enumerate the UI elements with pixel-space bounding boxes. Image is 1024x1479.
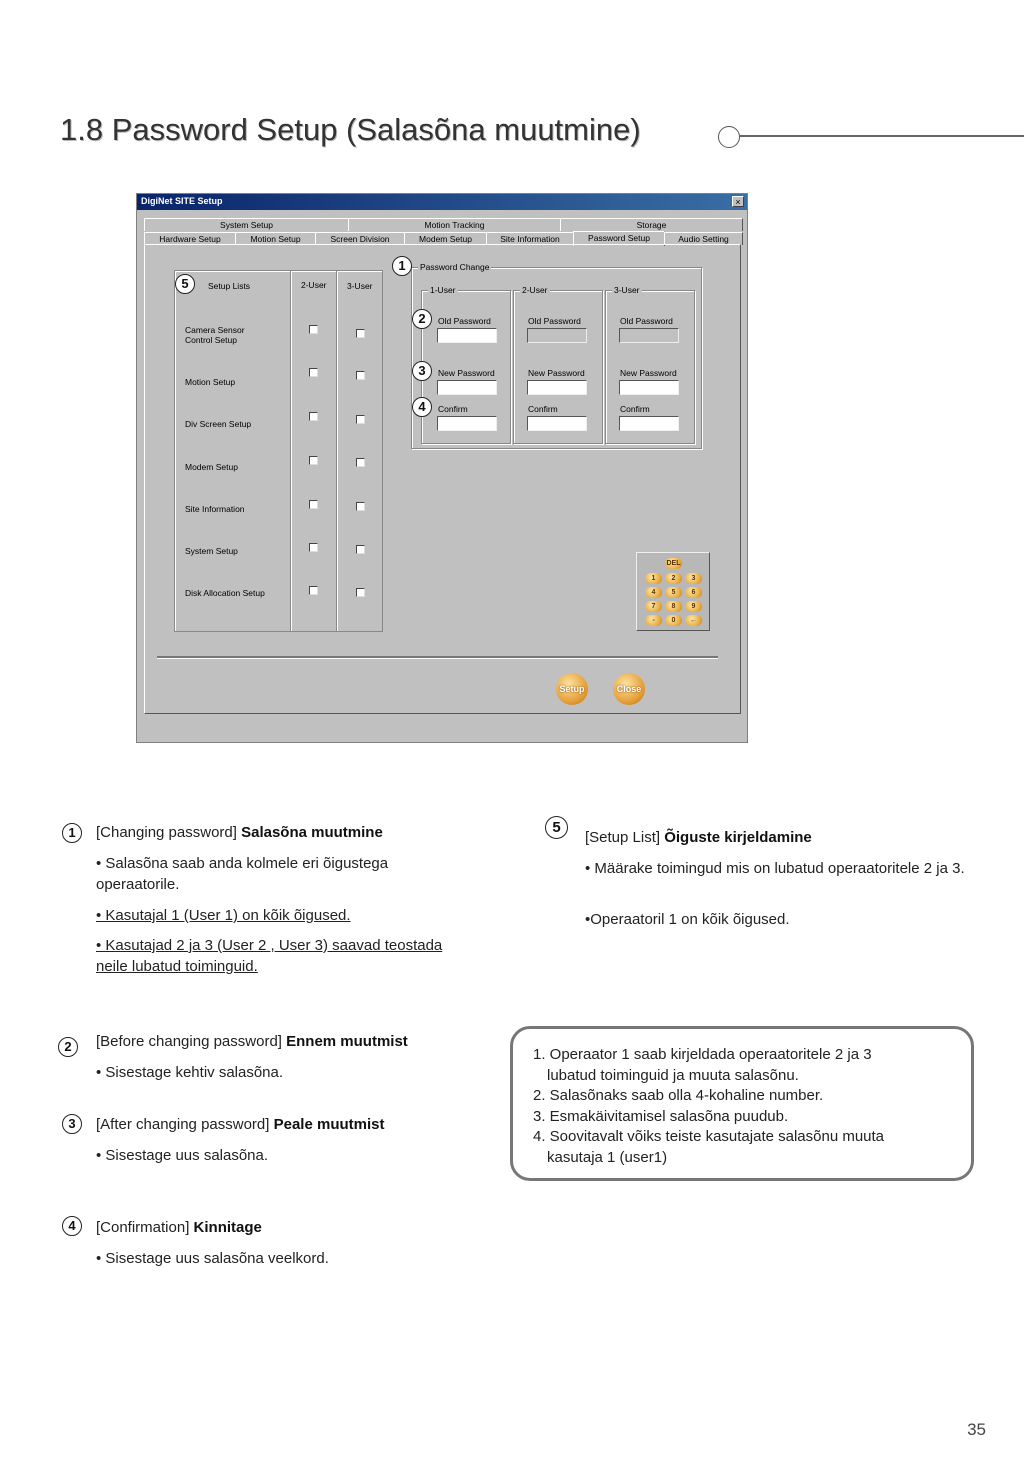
- section-3-heading: [96, 1114, 476, 1135]
- section-2-number: 2: [58, 1037, 78, 1057]
- section-4-heading-plain: [Confirmation]: [96, 1219, 194, 1236]
- tab-hardware-setup[interactable]: Hardware Setup: [144, 232, 236, 245]
- section-3-heading-bold: Peale muutmist: [273, 1116, 385, 1133]
- key-6[interactable]: 6: [685, 587, 702, 598]
- new-password-label: New Password: [438, 368, 495, 378]
- new-password-label: New Password: [528, 368, 585, 378]
- user2-old-password-field: [527, 328, 587, 343]
- setup-button[interactable]: Setup: [556, 673, 588, 705]
- section-5-heading-plain: [Setup List]: [585, 829, 665, 846]
- section-1-bullet-1: • Salasõna saab anda kolmele eri õigustega operaatorile.: [96, 855, 389, 893]
- list-item-label: System Setup: [185, 546, 238, 556]
- key-5[interactable]: 5: [665, 587, 682, 598]
- key-2[interactable]: 2: [665, 573, 682, 584]
- col-2-user: 2-User: [301, 280, 327, 290]
- user3-group: [605, 285, 695, 444]
- title-decoration-circle: [718, 126, 740, 148]
- old-password-label: Old Password: [528, 316, 581, 326]
- section-1-number: 1: [62, 823, 82, 843]
- callout-1: 1: [392, 256, 412, 276]
- confirm-label: Confirm: [620, 404, 650, 414]
- separator: [157, 656, 718, 659]
- section-2-bullet-1: • Sisestage kehtiv salasõna.: [96, 1064, 284, 1081]
- tab-modem-setup[interactable]: Modem Setup: [404, 232, 487, 245]
- callout-2: 2: [412, 309, 432, 329]
- section-4-heading-bold: Kinnitage: [193, 1219, 262, 1236]
- key-8[interactable]: 8: [665, 601, 682, 612]
- confirm-label: Confirm: [438, 404, 468, 414]
- user1-old-password-field[interactable]: [437, 328, 497, 343]
- page-title: 1.8 Password Setup (Salasõna muutmine): [60, 112, 641, 147]
- tab-system-setup[interactable]: System Setup: [144, 218, 349, 231]
- notes-list: [533, 1045, 884, 1168]
- callout-3: 3: [412, 361, 432, 381]
- section-5-bullet-1: • Määrake toimingud mis on lubatud operaatoritele 2 ja 3.: [585, 860, 965, 877]
- list-item-label: Control Setup: [185, 335, 237, 345]
- setup-lists-header: Setup Lists: [208, 281, 251, 291]
- key-9[interactable]: 9: [685, 601, 702, 612]
- user1-title: 1-User: [430, 285, 456, 295]
- key-1[interactable]: 1: [645, 573, 662, 584]
- key-4[interactable]: 4: [645, 587, 662, 598]
- notes-box: [510, 1026, 974, 1181]
- user2-new-password-field[interactable]: [527, 380, 587, 395]
- password-change-title: Password Change: [420, 262, 490, 272]
- checkbox-3user-camera-sensor[interactable]: [356, 329, 365, 338]
- user2-confirm-field[interactable]: [527, 416, 587, 431]
- col-3-user: 3-User: [347, 281, 373, 291]
- note-line: 3. Esmakäivitamisel salasõna puudub.: [533, 1107, 789, 1125]
- key-0[interactable]: 0: [665, 615, 682, 626]
- tab-motion-tracking[interactable]: Motion Tracking: [348, 218, 561, 231]
- tab-screen-division[interactable]: Screen Division: [315, 232, 405, 245]
- note-line: lubatud toiminguid ja muuta salasõnu.: [547, 1066, 799, 1084]
- password-change-group: [411, 262, 702, 449]
- page-number: 35: [967, 1420, 986, 1439]
- user1-new-password-field[interactable]: [437, 380, 497, 395]
- section-5-number: 5: [545, 816, 568, 839]
- window-titlebar: [137, 194, 747, 210]
- key-minus[interactable]: -: [645, 615, 662, 626]
- checkbox-2user-div-screen[interactable]: [309, 412, 318, 421]
- key-backspace[interactable]: ←: [685, 615, 702, 626]
- window-title: DigiNet SITE Setup: [141, 196, 223, 206]
- checkbox-3user-system-setup[interactable]: [356, 545, 365, 554]
- user2-group: [513, 285, 603, 444]
- checkbox-3user-site-info[interactable]: [356, 502, 365, 511]
- new-password-label: New Password: [620, 368, 677, 378]
- note-line: 2. Salasõnaks saab olla 4-kohaline number.: [533, 1087, 824, 1104]
- confirm-label: Confirm: [528, 404, 558, 414]
- section-1-heading-plain: [Changing password]: [96, 824, 242, 841]
- tab-site-information[interactable]: Site Information: [486, 232, 574, 245]
- checkbox-2user-site-info[interactable]: [309, 500, 318, 509]
- section-3-number: 3: [62, 1114, 82, 1134]
- checkbox-3user-div-screen[interactable]: [356, 415, 365, 424]
- checkbox-3user-modem[interactable]: [356, 458, 365, 467]
- key-del[interactable]: DEL: [666, 560, 681, 567]
- section-3-bullet-1: • Sisestage uus salasõna.: [96, 1147, 269, 1164]
- user3-new-password-field[interactable]: [619, 380, 679, 395]
- tab-audio-setting[interactable]: Audio Setting: [664, 232, 743, 245]
- section-4-number: 4: [62, 1216, 82, 1236]
- old-password-label: Old Password: [438, 316, 491, 326]
- user3-title: 3-User: [614, 285, 640, 295]
- tab-motion-setup[interactable]: Motion Setup: [235, 232, 316, 245]
- section-1-bullet-3: • Kasutajad 2 ja 3 (User 2 , User 3) saavad teostada neile lubatud toiminguid.: [96, 937, 443, 975]
- note-line: 1. Operaator 1 saab kirjeldada operaatoritele 2 ja 3: [533, 1046, 872, 1063]
- callout-4: 4: [412, 397, 432, 417]
- list-item-label: Div Screen Setup: [185, 419, 252, 429]
- close-button[interactable]: Close: [613, 673, 645, 705]
- section-5-heading-bold: Õiguste kirjeldamine: [664, 829, 812, 846]
- checkbox-2user-disk-allocation[interactable]: [309, 586, 318, 595]
- section-1-heading-bold: Salasõna muutmine: [241, 824, 383, 841]
- user3-old-password-field: [619, 328, 679, 343]
- numeric-keypad: [636, 552, 710, 631]
- section-4-bullet-1: • Sisestage uus salasõna veelkord.: [96, 1250, 329, 1267]
- setup-window: [136, 193, 748, 743]
- list-item-label: Motion Setup: [185, 377, 236, 387]
- checkbox-3user-motion-setup[interactable]: [356, 371, 365, 380]
- list-item-label: Disk Allocation Setup: [185, 588, 265, 598]
- user3-confirm-field[interactable]: [619, 416, 679, 431]
- section-1-heading: [96, 822, 456, 843]
- checkbox-3user-disk-allocation[interactable]: [356, 588, 365, 597]
- section-2-heading: [96, 1031, 476, 1052]
- note-line: kasutaja 1 (user1): [547, 1148, 668, 1166]
- close-icon[interactable]: ×: [732, 196, 744, 207]
- key-7[interactable]: 7: [645, 601, 662, 612]
- setup-lists-panel: [174, 270, 383, 632]
- tab-password-setup[interactable]: Password Setup: [573, 231, 665, 246]
- section-5-bullet-2: •Operaatoril 1 on kõik õigused.: [585, 911, 790, 928]
- user2-title: 2-User: [522, 285, 548, 295]
- key-3[interactable]: 3: [685, 573, 702, 584]
- section-2-heading-plain: [Before changing password]: [96, 1033, 287, 1050]
- user1-group: [421, 285, 511, 444]
- list-item-label: Modem Setup: [185, 462, 238, 472]
- list-item-label: Site Information: [185, 504, 245, 514]
- tab-storage[interactable]: Storage: [560, 218, 743, 231]
- old-password-label: Old Password: [620, 316, 673, 326]
- checkbox-2user-modem[interactable]: [309, 456, 318, 465]
- list-item-label: Camera Sensor: [185, 325, 245, 335]
- section-2-heading-bold: Ennem muutmist: [286, 1033, 408, 1050]
- checkbox-2user-camera-sensor[interactable]: [309, 325, 318, 334]
- title-decoration-line: [740, 135, 1024, 137]
- section-3-heading-plain: [After changing password]: [96, 1116, 274, 1133]
- section-4-heading: [96, 1217, 476, 1238]
- user1-confirm-field[interactable]: [437, 416, 497, 431]
- section-1-bullet-2: • Kasutajal 1 (User 1) on kõik õigused.: [96, 907, 351, 924]
- section-5-heading: [585, 827, 975, 848]
- callout-5: 5: [175, 274, 195, 294]
- checkbox-2user-motion-setup[interactable]: [309, 368, 318, 377]
- note-line: 4. Soovitavalt võiks teiste kasutajate salasõnu muuta: [533, 1128, 885, 1145]
- checkbox-2user-system-setup[interactable]: [309, 543, 318, 552]
